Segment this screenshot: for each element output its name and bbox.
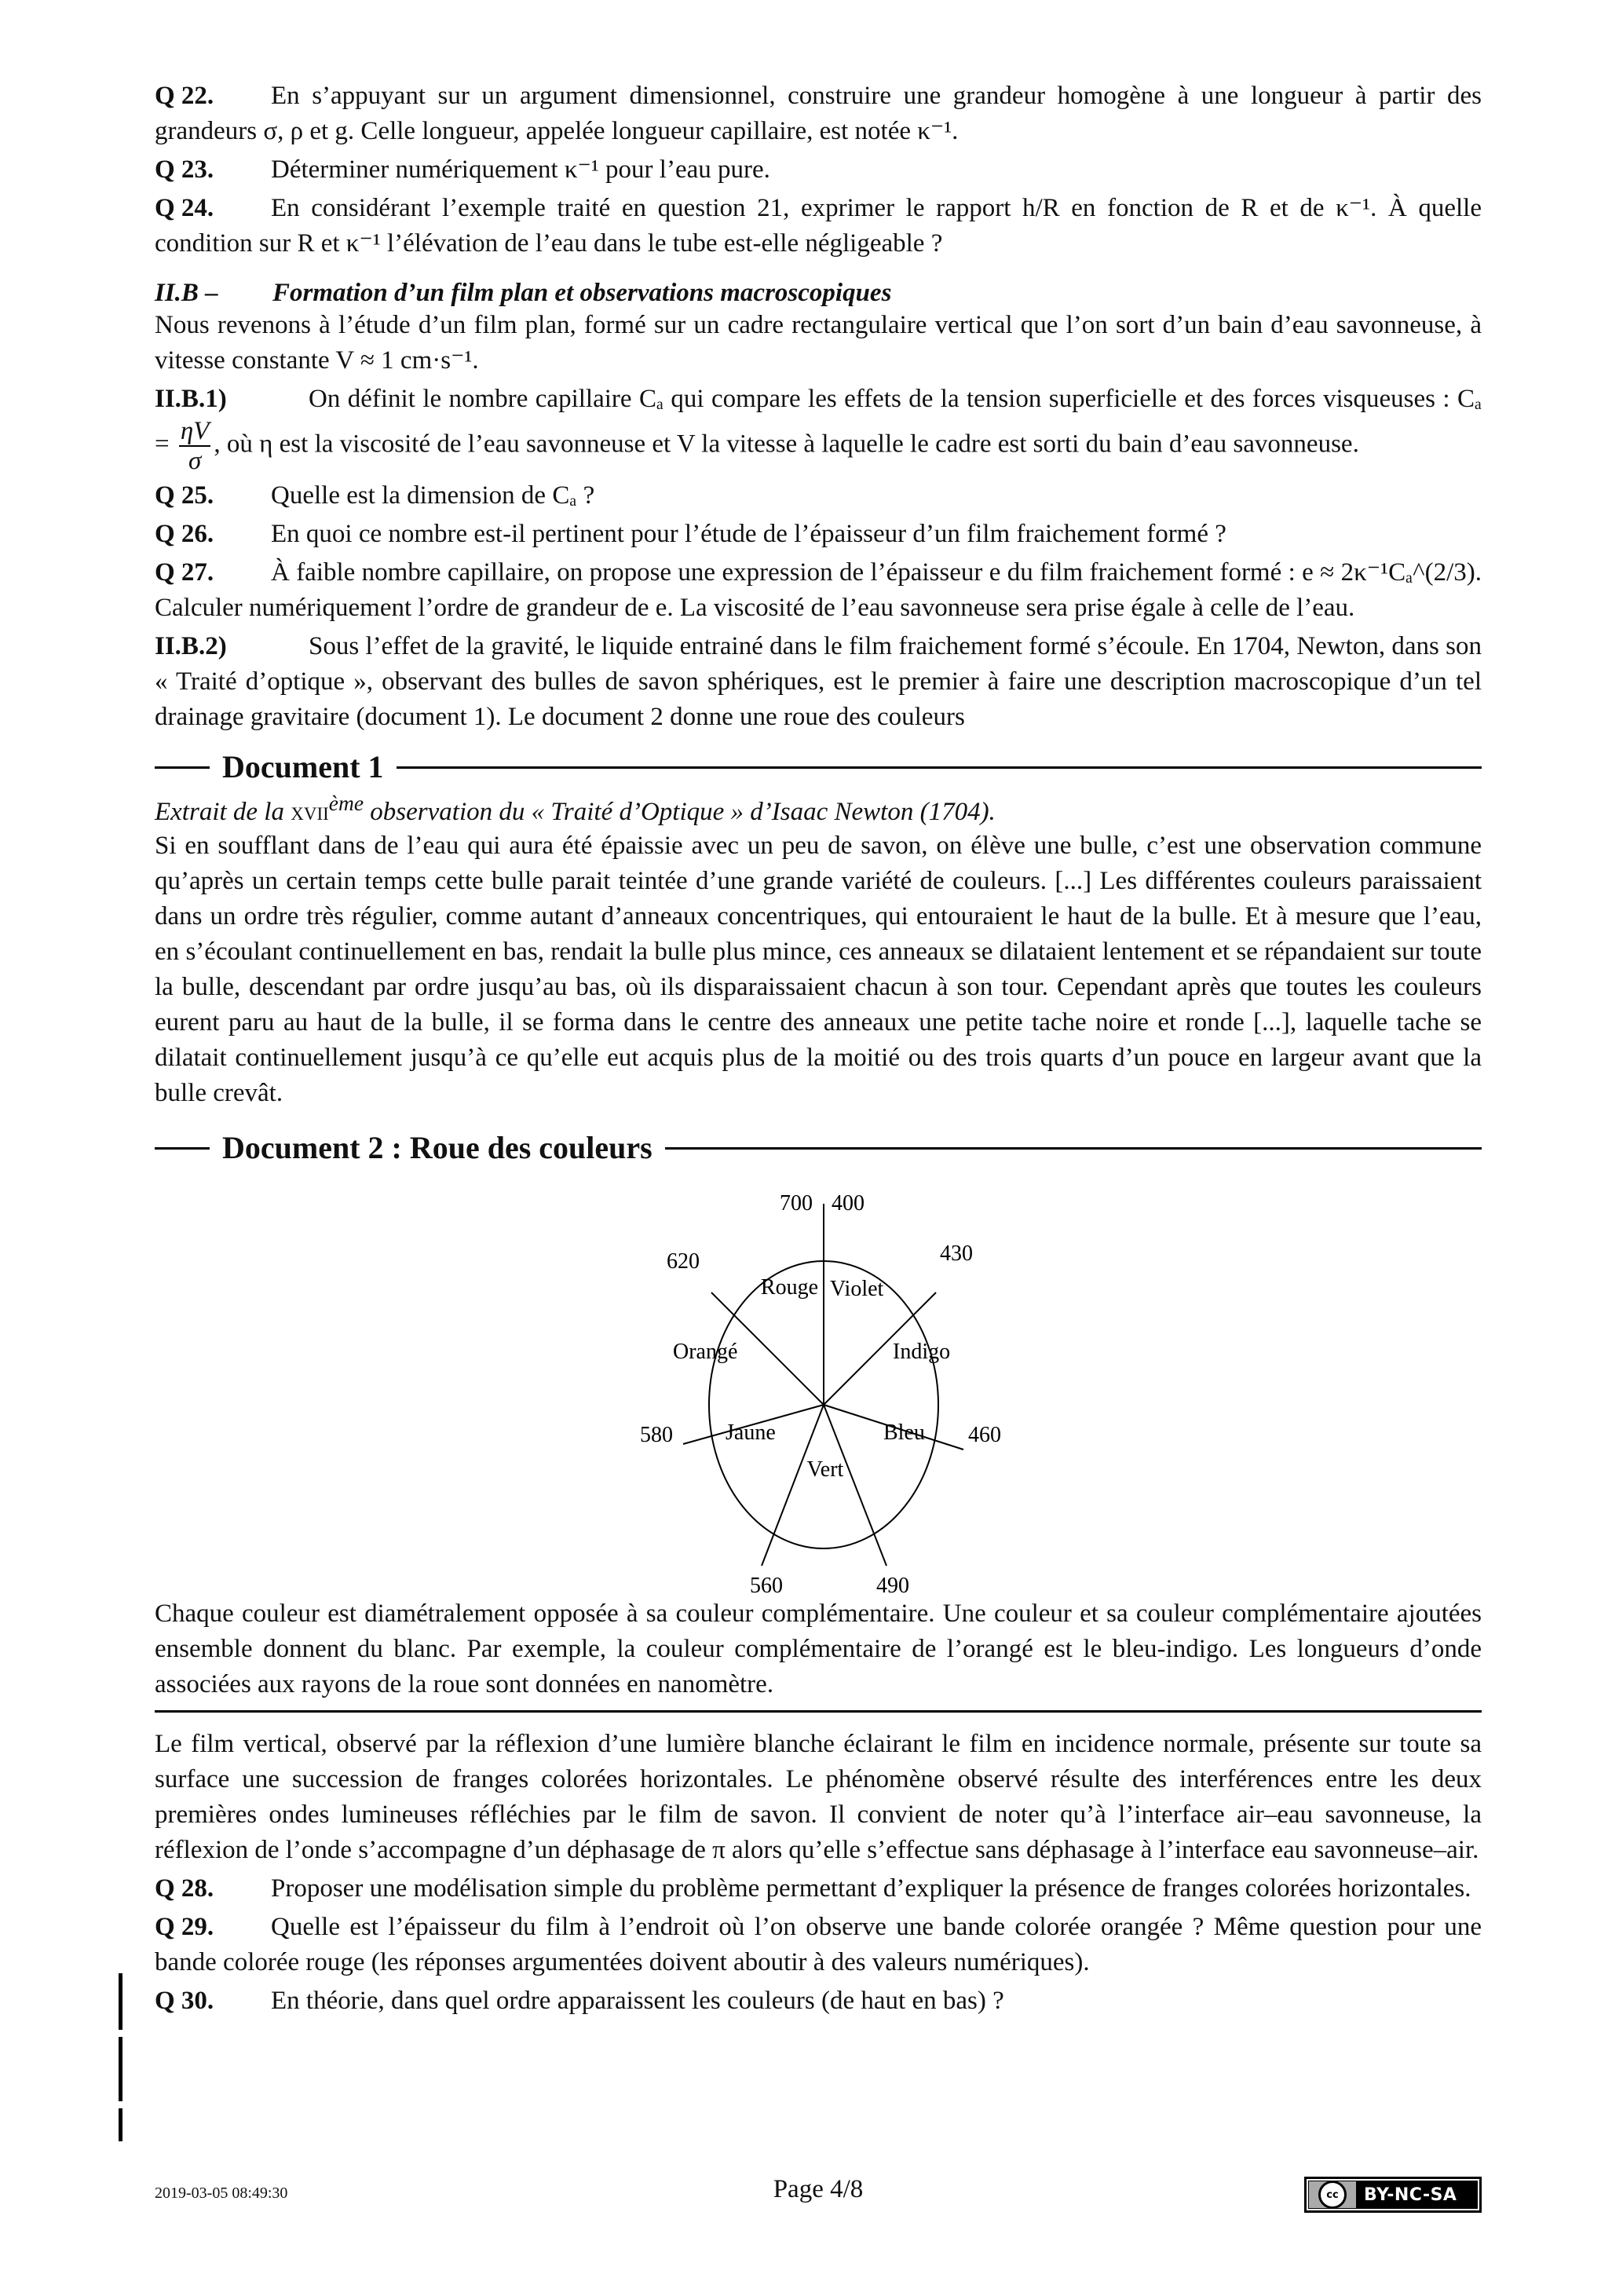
subsection-label: II.B.2) [155, 632, 227, 660]
question-24 [155, 191, 1482, 261]
subtitle-part: Extrait de la [155, 798, 284, 826]
color-wheel-svg [155, 1172, 1482, 1596]
heading-rule-right [397, 766, 1482, 769]
question-text: En quoi ce nombre est-il pertinent pour l’étude de l’épaisseur d’un film fraichement formé ? [271, 520, 1226, 548]
question-28 [155, 1871, 1482, 1907]
question-label: Q 23. [155, 155, 214, 184]
cc-license-badge [1304, 2177, 1482, 2213]
page-number: Page 4/8 [773, 2175, 864, 2203]
question-label: Q 27. [155, 558, 214, 587]
document-1-heading [155, 748, 1482, 787]
license-text: BY-NC-SA [1364, 2184, 1457, 2205]
question-text: En s’appuyant sur un argument dimensionnel, construire une grandeur homogène à une longueur à partir des grandeurs σ, ρ et g. Celle longueur, appelée longueur capillaire, est notée κ⁻¹. [155, 82, 1482, 145]
change-bar-q29 [119, 2037, 122, 2101]
sector-violet: Violet [830, 1277, 884, 1301]
question-text: Proposer une modélisation simple du problème permettant d’expliquer la présence de franges colorées horizontales. [271, 1874, 1471, 1903]
sector-rouge: Rouge [760, 1275, 818, 1300]
document-2-title: Document 2 : Roue des couleurs [222, 1130, 652, 1165]
fraction-eta-v-over-sigma [179, 417, 211, 475]
footer-timestamp: 2019-03-05 08:49:30 [155, 2184, 288, 2202]
question-text: En considérant l’exemple traité en question 21, exprimer le rapport h/R en fonction de R et de κ⁻¹. À quelle condition sur R et κ⁻¹ l’élévation de l’eau dans le tube est-elle négligeable ? [155, 194, 1482, 258]
question-text: À faible nombre capillaire, on propose une expression de l’épaisseur e du film fraichement formé : e ≈ 2κ⁻¹Cₐ^(2/3). Calculer numériquement l’ordre de grandeur de e. La viscosité de l’eau savonneuse sera prise égale à celle de l’eau. [155, 558, 1482, 622]
change-bar-q30 [119, 2108, 122, 2141]
subtitle-part: observation du « Traité d’Optique » d’Isaac Newton (1704). [370, 798, 996, 826]
document-2-end-rule [155, 1710, 1482, 1713]
fraction-numerator: ηV [180, 417, 210, 445]
subsection-ii-b-2 [155, 629, 1482, 735]
page-footer [155, 2175, 1482, 2206]
wavelength-430: 430 [940, 1241, 973, 1266]
question-label: Q 28. [155, 1874, 214, 1903]
wavelength-400: 400 [832, 1191, 865, 1216]
question-30 [155, 1983, 1482, 2019]
section-number: II.B – [155, 279, 218, 307]
heading-rule-right [665, 1147, 1482, 1150]
sector-vert: Vert [806, 1457, 844, 1482]
question-text: Déterminer numériquement κ⁻¹ pour l’eau pure. [271, 155, 770, 184]
ordinal-suffix: ème [328, 791, 364, 815]
question-25 [155, 478, 1482, 514]
document-1-title: Document 1 [222, 749, 384, 784]
question-22 [155, 79, 1482, 149]
exam-page [155, 75, 1482, 2019]
sector-orange: Orangé [673, 1340, 738, 1364]
question-29 [155, 1910, 1482, 1980]
cc-logo-area [1309, 2181, 1356, 2208]
section-title: Formation d’un film plan et observations macroscopiques [272, 279, 892, 307]
question-23 [155, 152, 1482, 188]
heading-rule-left [155, 766, 210, 769]
section-heading [155, 279, 1482, 308]
subsection-text-a: On définit le nombre capillaire Cₐ qui compare les effets de la tension superficielle et des forces visqueuses : Cₐ = [155, 385, 1482, 459]
subsection-ii-b-1 [155, 382, 1482, 475]
wavelength-700: 700 [780, 1191, 813, 1216]
question-text: Quelle est l’épaisseur du film à l’endroit où l’on observe une bande colorée orangée ? Même question pour une bande colorée rouge (les réponses argumentées doivent aboutir à des valeurs numériques). [155, 1913, 1482, 1976]
document-1-subtitle [155, 787, 1482, 828]
question-text: Quelle est la dimension de Cₐ ? [271, 481, 595, 510]
creative-commons-icon: cc [1318, 2181, 1347, 2209]
wavelength-490: 490 [876, 1574, 909, 1596]
question-label: Q 25. [155, 481, 214, 510]
question-label: Q 29. [155, 1913, 214, 1941]
interference-paragraph: Le film vertical, observé par la réflexion d’une lumière blanche éclairant le film en incidence normale, présente sur toute sa surface une succession de franges colorées horizontales. Le phénomène observé résulte des interférences entre les deux premières ondes lumineuses réfléchies par le film de savon. Il convient de noter qu’à l’interface air–eau savonneuse, la réflexion de l’onde s’accompagne d’un déphasage de π alors qu’elle s’effectue sans déphasage à l’interface eau savonneuse–air. [155, 1730, 1482, 1864]
sector-bleu: Bleu [883, 1420, 925, 1445]
wavelength-460: 460 [968, 1423, 1001, 1447]
heading-rule-left [155, 1147, 210, 1150]
question-label: Q 22. [155, 82, 214, 110]
sector-indigo: Indigo [893, 1340, 951, 1364]
question-label: Q 24. [155, 194, 214, 222]
wavelength-580: 580 [640, 1423, 673, 1447]
subsection-label: II.B.1) [155, 385, 227, 413]
question-27 [155, 555, 1482, 626]
subsection-text-b: , où η est la viscosité de l’eau savonneuse et V la vitesse à laquelle le cadre est sorti du bain d’eau savonneuse. [214, 430, 1359, 459]
subsection-text: Sous l’effet de la gravité, le liquide entrainé dans le film fraichement formé s’écoule. En 1704, Newton, dans son « Traité d’optique », observant des bulles de savon sphériques, est le premier à faire une description macroscopique d’un tel drainage gravitaire (document 1). Le document 2 donne une roue des couleurs [155, 632, 1482, 731]
question-label: Q 26. [155, 520, 214, 548]
question-26 [155, 517, 1482, 552]
document-2-heading [155, 1128, 1482, 1168]
wavelength-620: 620 [667, 1249, 700, 1274]
color-wheel-diagram [155, 1172, 1482, 1596]
change-bar-q28 [119, 1973, 122, 2030]
question-text: En théorie, dans quel ordre apparaissent les couleurs (de haut en bas) ? [271, 1987, 1004, 2015]
document-1-body: Si en soufflant dans de l’eau qui aura été épaissie avec un peu de savon, on élève une bulle, c’est une observation commune qu’après un certain temps cette bulle parait teintée d’une grande variété de couleurs. [...] Les différentes couleurs paraissaient dans un ordre très régulier, comme autant d’anneaux concentriques, qui entouraient le haut de la bulle. Et à mesure que l’eau, en s’écoulant continuellement en bas, rendait la bulle plus mince, ces anneaux se dilataient lentement et se répandaient sur toute la bulle, descendant par ordre jusqu’au bas, où ils disparaissaient chacun à son tour. Cependant après que toutes les couleurs eurent paru au haut de la bulle, il se forma dans le centre des anneaux une petite tache noire et ronde [...], laquelle tache se dilatait continuellement jusqu’à ce qu’elle eut acquis plus de la moitié ou des trois quarts d’un pouce en largeur avant que la bulle crevât. [155, 832, 1482, 1107]
section-intro: Nous revenons à l’étude d’un film plan, formé sur un cadre rectangulaire vertical que l’on sort d’un bain d’eau savonneuse, à vitesse constante V ≈ 1 cm·s⁻¹. [155, 311, 1482, 375]
question-label: Q 30. [155, 1987, 214, 2015]
document-2-caption: Chaque couleur est diamétralement opposée à sa couleur complémentaire. Une couleur et sa couleur complémentaire ajoutées ensemble donnent du blanc. Par exemple, la couleur complémentaire de l’orangé est le bleu-indigo. Les longueurs d’onde associées aux rayons de la roue sont données en nanomètre. [155, 1600, 1482, 1698]
roman-numeral: xvii [291, 798, 329, 826]
wavelength-560: 560 [750, 1574, 783, 1596]
sector-jaune: Jaune [726, 1420, 776, 1445]
fraction-denominator: σ [188, 447, 202, 475]
